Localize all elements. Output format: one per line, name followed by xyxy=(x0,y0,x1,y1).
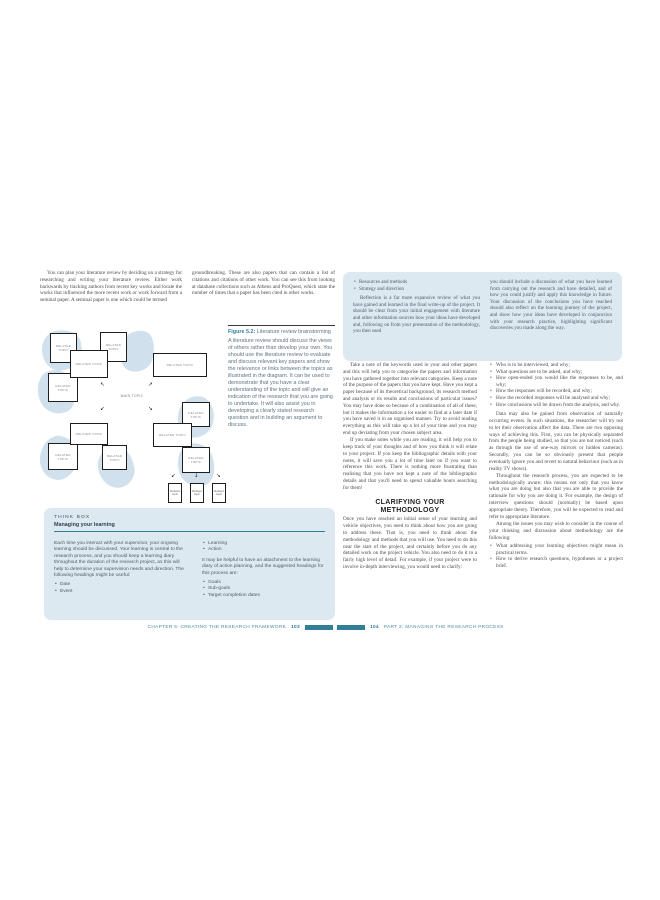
arrow-down-left-icon: ↙ xyxy=(100,406,105,412)
related-topic-box: RELATED TOPIC xyxy=(48,373,78,402)
related-topic-box: RELATED TOPIC xyxy=(50,333,77,363)
body-text: groundbreaking. These are also papers that can contain a list of citations and citations of other work. You can see this from looking at database collections such as Athens and ProQuest, which state the number of times that a paper has been cited in other works. xyxy=(192,270,335,297)
think-box-text: Each time you interact with your supervisor, your ongoing learning should be discussed. Your learning is central to the research process, and you should keep a learning diary throughout the duration of the research project, as this will help to determine your supervision needs and direction. The following headings might be useful: xyxy=(54,541,184,579)
think-box xyxy=(44,508,335,620)
list-item: • Strategy and direction xyxy=(353,286,480,293)
right-page-col2 xyxy=(489,362,623,573)
list-item: • How the responses will be recorded, and why; xyxy=(489,388,623,395)
figure-caption-text: A literature review should discuss the views of others rather than develop your own. You should use the literature review to evaluate and discuss relevant key papers and show the relevance or links between the topics as illustrated in the diagram. It can be used to demonstrate that you have a clear understanding of the topic and will give an indication of the research that you are going to undertake. It will also assist you in developing a clearly stated research question and in building an argument to discuss. xyxy=(228,338,333,428)
page-number: 103 xyxy=(291,625,300,630)
think-box-col1 xyxy=(54,541,190,595)
interview-checklist xyxy=(489,362,623,408)
related-topic-small-box: Related topic xyxy=(168,483,182,503)
list-item: • How to derive research questions, hypotheses or a project brief. xyxy=(489,556,623,569)
figure-label: Figure 5.2: xyxy=(228,329,256,335)
related-topic-box: RELATED TOPIC xyxy=(153,353,207,377)
arrow-down-icon: ↙ xyxy=(171,473,176,479)
page-left xyxy=(40,268,335,640)
figure-caption xyxy=(228,325,335,429)
reflection-box-col2 xyxy=(490,279,612,332)
think-box-col2 xyxy=(202,541,326,599)
intro-paragraph-col1 xyxy=(40,270,182,304)
think-box-text: It may be helpful to have an attachment to the learning diary of action planning, and the suggested headings for this process are: xyxy=(202,557,324,576)
think-box-title: Managing your learning xyxy=(54,521,115,528)
list-item: • How conclusions will be drawn from the analysis, and why. xyxy=(489,402,623,409)
main-topic-label: MAIN TOPIC xyxy=(120,394,144,398)
page-footer-right xyxy=(337,625,504,630)
arrow-down-right-icon: ↘ xyxy=(148,406,153,412)
footer-bar xyxy=(337,625,365,630)
list-item: • Resources and methods xyxy=(353,279,480,286)
arrow-up-right-icon: ↗ xyxy=(148,382,153,388)
part-label: PART 2: MANAGING THE RESEARCH PROCESS xyxy=(383,625,504,630)
reflection-box xyxy=(343,272,622,361)
figure-title: Literature review brainstorming xyxy=(255,329,331,335)
section-heading: CLARIFYING YOUR METHODOLOGY xyxy=(375,498,445,515)
list-item: • Learning xyxy=(202,541,326,547)
reflection-text: Reflection is a far more expansive review of what you have gained and learned in the final write-up of the project. It should be clear from your initial engagement with literature and other information sources how your ideas have developed and, following on from your presentation of the methodology, you then used xyxy=(353,295,480,335)
list-item: • Who is to be interviewed, and why; xyxy=(489,362,623,369)
page-right xyxy=(337,268,625,640)
list-item: • Event xyxy=(54,589,190,595)
methodology-issues-list xyxy=(489,543,623,569)
arrow-down-icon: ↓ xyxy=(194,473,199,479)
list-item: • Action xyxy=(202,547,326,553)
right-page-col1 xyxy=(343,362,477,571)
teal-rule xyxy=(54,531,325,533)
think-box-list xyxy=(202,541,326,554)
related-topic-box: RELATED TOPIC xyxy=(70,350,108,378)
related-topic-box: RELATED TOPIC xyxy=(100,332,127,362)
reflection-box-col1 xyxy=(353,279,480,335)
page-number: 104 xyxy=(370,625,379,630)
page-footer-left xyxy=(40,625,333,630)
body-text: Among the issues you may wish to consider in the course of your thinking and discussion about methodology are the following: xyxy=(489,520,623,541)
list-item: • Sub-goals xyxy=(202,586,326,592)
list-item: • Goals xyxy=(202,580,326,586)
related-topic-box: RELATED TOPIC xyxy=(48,443,78,470)
list-item: • How open-ended you would like the responses to be, and why; xyxy=(489,375,623,388)
arrow-down-icon: ↘ xyxy=(216,473,221,479)
related-topic-small-box: Related topic xyxy=(190,483,204,503)
body-text: Data may also be gained from observation of naturally occurring events. In such situations, the researcher will try not to let their observation affect the data. There are two opposing ways of achieving this. First, you can be physically separated from the people being studied, so that you are not noticed (such as through the use of one-way mirrors or hidden cameras). Secondly, you can be so obviously present that people eventually ignore you and revert to natural behaviour (such as in reality TV shows). xyxy=(489,411,623,472)
arrow-up-left-icon: ↖ xyxy=(100,382,105,388)
related-topic-box: RELATED TOPIC xyxy=(102,445,127,470)
think-box-kicker: THINK BOX xyxy=(54,515,91,520)
related-topic-box: RELATED TOPIC xyxy=(182,402,210,427)
related-topic-small-box: Related topic xyxy=(212,483,226,503)
related-topic-box: RELATED TOPIC xyxy=(182,447,210,473)
body-text: You can plan your literature review by deciding on a strategy for researching and writing your literature review. Either work backwards by tracking authors from recent key works and locate the works that influenced the more recent work or work forward from a seminal paper. A seminal paper is one which could be termed xyxy=(40,270,182,304)
list-item: • How the recorded responses will be analysed and why; xyxy=(489,395,623,402)
footer-bar xyxy=(305,625,333,630)
body-text: Throughout the research process, you are expected to be methodologically aware; this means not only that you know what you are doing but also that you are able to provide the rationale for why you are doing it. For example, the design of interview questions should (normally) be based upon appropriate theory. Therefore, you will be expected to read and refer to appropriate literature. xyxy=(489,472,623,520)
reflection-text: you should include a discussion of what you have learned from carrying out the research and have detailed, and of how you could justify and apply this knowledge in future. Your discussion of the conclusions you have reached should also reflect on the learning journey of the project, and show how your ideas have developed in conjunction with your research practice, highlighting significant discoveries you made along the way. xyxy=(490,279,612,332)
related-topic-box: RELATED TOPIC xyxy=(153,423,192,447)
intro-paragraph-col2 xyxy=(192,270,335,297)
think-box-list xyxy=(202,580,326,599)
list-item: • What addressing your learning objectives might mean in practical terms. xyxy=(489,543,623,556)
list-item: • Target completion dates xyxy=(202,593,326,599)
body-text: Once you have reached an initial sense of your learning and vehicle objectives, you need to think about how you are going to address these. That is, you need to think about the methodology and methods that you will use. You need to do this near the start of the project, and certainly before you do any detailed work on the project vehicle. You also need to do it to a fairly high level of detail. For example, if your project were to involve in-depth interviewing, you would need to clarify: xyxy=(343,516,477,570)
body-text: Take a note of the keywords used in your and other papers and this will help you to categorise the papers and information you have gathered together into relevant categories. Keep a note of the purpose of the papers that you have kept. Have you kept a paper because of its theoretical background, its research method and analysis or its results and conclusions of particular issues? You may have done so because of a combination of all of these, but it makes the information a lot easier to find at a later date if you have saved it in an organised manner. Try to avoid reading everything as this will take up a lot of your time and you may end up deviating from your chosen subject area. xyxy=(343,362,477,436)
list-item: • Date xyxy=(54,582,190,588)
body-text: If you make notes while you are reading, it will help you to keep track of your thoughts and of how you think it will relate to your project. If you keep the bibliographic details with your notes, it will save you a lot of time later on if you want to reference this work. There is nothing more frustrating than realising that you have not kept a note of the bibliographic details and that you'll need to spend valuable hours searching for them! xyxy=(343,437,477,491)
think-box-list xyxy=(54,582,190,595)
chapter-label: CHAPTER 5: CREATING THE RESEARCH FRAMEWORK xyxy=(147,625,287,630)
related-topic-box: RELATED TOPIC xyxy=(70,423,108,445)
list-item: • What questions are to be asked, and why; xyxy=(489,369,623,376)
reflection-list xyxy=(353,279,480,292)
